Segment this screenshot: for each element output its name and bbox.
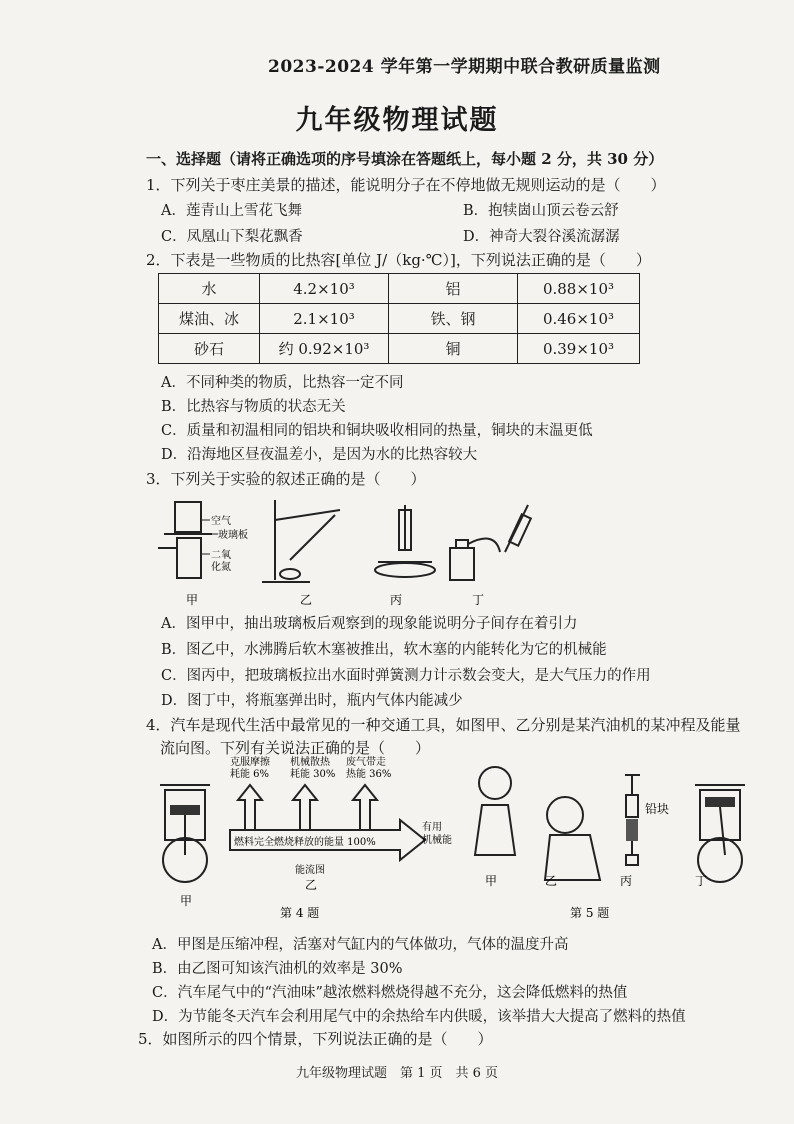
q2-option-b: B．比热容与物质的状态无关 [161, 399, 346, 415]
q5-caption: 第 5 题 [570, 906, 610, 920]
lead-block-label: 铅块 [645, 802, 670, 816]
table-cell: 铜 [389, 334, 518, 364]
label-fuel-energy: 燃料完全燃烧释放的能量 100% [234, 837, 376, 848]
table-cell: 2.1×10³ [260, 304, 389, 334]
page-footer: 九年级物理试题 第 1 页 共 6 页 [295, 1066, 499, 1081]
q3-option-a: A．图甲中，抽出玻璃板后观察到的现象能说明分子间存在着引力 [161, 616, 578, 632]
spring-scale-figure [375, 505, 435, 577]
label-air: 空气 [211, 516, 231, 527]
label-useful-top: 有用 [422, 822, 442, 833]
boy-figure [545, 797, 600, 880]
q5-fig-label-bing: 丙 [620, 874, 633, 888]
q3-option-d: D．图丁中，将瓶塞弹出时，瓶内气体内能减少 [161, 693, 463, 709]
q5-fig-label-ding: 丁 [695, 874, 708, 888]
q2-option-c: C．质量和初温相同的铝块和铜块吸收相同的热量，铜块的末温更低 [161, 423, 593, 439]
table-cell: 约 0.92×10³ [260, 334, 389, 364]
table-cell: 煤油、冰 [159, 304, 260, 334]
table-cell: 铝 [389, 274, 518, 304]
q4-caption: 第 4 题 [280, 906, 320, 920]
table-cell: 水 [159, 274, 260, 304]
label-useful-bot: 机械能 [422, 835, 452, 846]
q3-option-b: B．图乙中，水沸腾后软木塞被推出，软木塞的内能转化为它的机械能 [161, 642, 607, 658]
label-no2-line1: 二氧 [211, 550, 231, 561]
label-exhaust-bot: 热能 36% [346, 769, 392, 780]
table-cell: 0.46×10³ [518, 304, 640, 334]
diffusion-jars-figure [158, 502, 218, 578]
table-cell: 砂石 [159, 334, 260, 364]
bottle-pump-figure [450, 505, 531, 580]
q2-option-d: D．沿海地区昼夜温差小，是因为水的比热容较大 [161, 447, 478, 463]
q4-option-a: A．甲图是压缩冲程，活塞对气缸内的气体做功，气体的温度升高 [152, 937, 569, 953]
q4-option-c: C．汽车尾气中的“汽油味”越浓燃料燃烧得越不充分，这会降低燃料的热值 [152, 985, 628, 1001]
energy-flow-diagram [230, 785, 425, 860]
label-friction-top: 克服摩擦 [230, 757, 270, 768]
fig-label-jia: 甲 [186, 593, 199, 607]
fig-label-ding: 丁 [472, 593, 485, 607]
engine-cylinder-figure-2 [695, 785, 745, 882]
section-heading: 一、选择题（请将正确选项的序号填涂在答题纸上，每小题 2 分，共 30 分） [146, 150, 664, 168]
q4-option-b: B．由乙图可知该汽油机的效率是 30% [152, 961, 403, 977]
test-tube-stand-figure [262, 500, 340, 582]
table-cell: 铁、钢 [389, 304, 518, 334]
label-cooling-top: 机械散热 [290, 757, 330, 768]
label-friction-bot: 耗能 6% [230, 769, 270, 780]
q4-option-d: D．为节能冬天汽车会利用尾气中的余热给车内供暖，该举措大大提高了燃料的热值 [152, 1009, 686, 1025]
q3-stem: 3．下列关于实验的叙述正确的是（ ） [146, 470, 426, 488]
table-cell: 0.39×10³ [518, 334, 640, 364]
q5-fig-label-yi: 乙 [545, 874, 558, 888]
girl-figure [475, 767, 515, 855]
q2-option-a: A．不同种类的物质，比热容一定不同 [161, 375, 404, 391]
q4-stem: 4．汽车是现代生活中最常见的一种交通工具，如图甲、乙分别是某汽油机的某冲程及能量 [146, 716, 741, 734]
q1-option-b: B．抱犊崮山顶云卷云舒 [463, 203, 619, 219]
q4-fig-label-yi: 乙 [305, 878, 318, 892]
fig-label-yi: 乙 [300, 593, 313, 607]
specific-heat-table [158, 273, 640, 364]
table-row [159, 274, 640, 304]
label-exhaust-top: 废气带走 [346, 757, 386, 768]
engine-cylinder-figure [160, 785, 210, 882]
q5-fig-label-jia: 甲 [485, 874, 498, 888]
fig-label-bing: 丙 [390, 593, 403, 607]
label-cooling-bot: 耗能 30% [290, 769, 336, 780]
table-cell: 0.88×10³ [518, 274, 640, 304]
label-no2-line2: 化氮 [211, 562, 231, 573]
q4-fig-label-jia: 甲 [180, 894, 193, 908]
lead-blocks-figure [625, 775, 640, 865]
label-glass-plate: 玻璃板 [218, 530, 248, 541]
table-cell: 4.2×10³ [260, 274, 389, 304]
label-flow-diagram: 能流图 [295, 865, 325, 876]
q1-option-a: A．莲青山上雪花飞舞 [161, 203, 302, 219]
paper-title: 九年级物理试题 [295, 105, 499, 136]
q4-q5-figures [150, 755, 750, 930]
q1-stem: 1．下列关于枣庄美景的描述，能说明分子在不停地做无规则运动的是（ ） [146, 176, 666, 194]
q5-stem: 5．如图所示的四个情景，下列说法正确的是（ ） [138, 1030, 493, 1048]
exam-header: 2023-2024 学年第一学期期中联合教研质量监测 [268, 57, 661, 77]
q3-option-c: C．图丙中，把玻璃板拉出水面时弹簧测力计示数会变大，是大气压力的作用 [161, 668, 651, 684]
table-row [159, 334, 640, 364]
q2-stem: 2．下表是一些物质的比热容[单位 J/（kg·℃）]，下列说法正确的是（ ） [146, 251, 651, 269]
q4-stem-line2: 流向图。下列有关说法正确的是（ ） [160, 739, 431, 757]
q1-option-c: C．凤凰山下梨花飘香 [161, 229, 303, 245]
q1-option-d: D．神奇大裂谷溪流潺潺 [463, 229, 620, 245]
q3-experiment-figures [150, 490, 570, 610]
table-row [159, 304, 640, 334]
